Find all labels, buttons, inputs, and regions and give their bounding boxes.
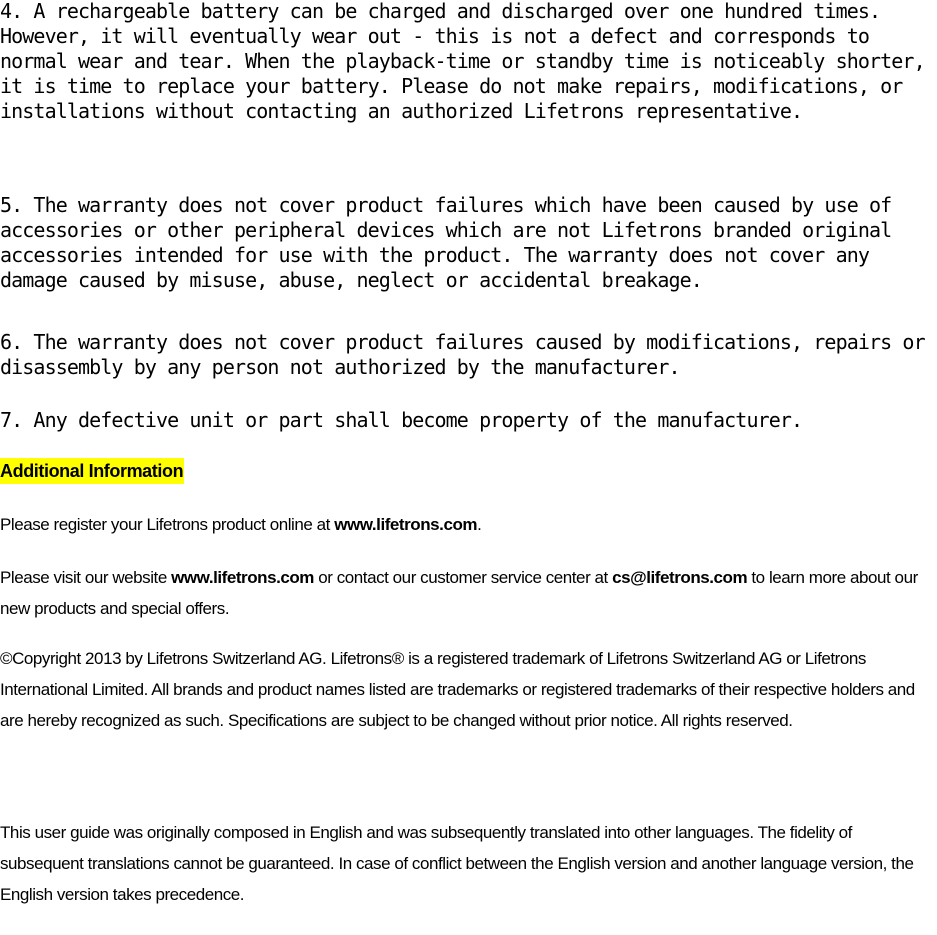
visit-closing-text: to learn more about our new products and special offers.	[0, 568, 918, 618]
additional-information-heading: Additional Information	[0, 458, 184, 484]
register-paragraph	[0, 509, 935, 540]
register-website-link[interactable]: www.lifetrons.com	[334, 515, 478, 534]
translation-notice-paragraph: This user guide was originally composed in English and was subsequently translated into other languages. The fidelity of subsequent translations cannot be guaranteed. In case of conflict between the English version and another language version, the English version takes precedence.	[0, 823, 914, 904]
warranty-item-7: 7. Any defective unit or part shall become property of the manufacturer.	[0, 408, 803, 432]
support-email-link[interactable]: cs@lifetrons.com	[612, 568, 748, 587]
visit-text: Please visit our website	[0, 568, 172, 587]
register-suffix: .	[477, 515, 482, 534]
visit-paragraph	[0, 562, 920, 624]
copyright-paragraph: ©Copyright 2013 by Lifetrons Switzerland AG. Lifetrons® is a registered trademark of Lifetrons Switzerland AG or Lifetrons International Limited. All brands and product names listed are trademarks or registered trademarks of their respective holders and are hereby recognized as such. Specifications are subject to be changed without prior notice. All rights reserved.	[0, 649, 915, 730]
visit-website-link[interactable]: www.lifetrons.com	[171, 568, 314, 587]
register-text: Please register your Lifetrons product online at	[0, 515, 335, 534]
warranty-item-5: 5. The warranty does not cover product failures which have been caused by use of accessories or other peripheral devices which are not Lifetrons branded original accessories intended for use with the product. The warranty does not cover any damage caused by misuse, abuse, neglect or accidental breakage.	[0, 193, 892, 292]
warranty-item-6: 6. The warranty does not cover product failures caused by modifications, repairs or disassembly by any person not authorized by the manufacturer.	[0, 330, 925, 379]
warranty-item-4: 4. A rechargeable battery can be charged and discharged over one hundred times. However, it will eventually wear out - this is not a defect and corresponds to normal wear and tear. When the playback-time or standby time is noticeably shorter, it is time to replace your battery. Please do not make repairs, modifications, or installations without contacting an authorized Lifetrons representative.	[0, 0, 925, 123]
visit-contact-text: or contact our customer service center at	[313, 568, 613, 587]
